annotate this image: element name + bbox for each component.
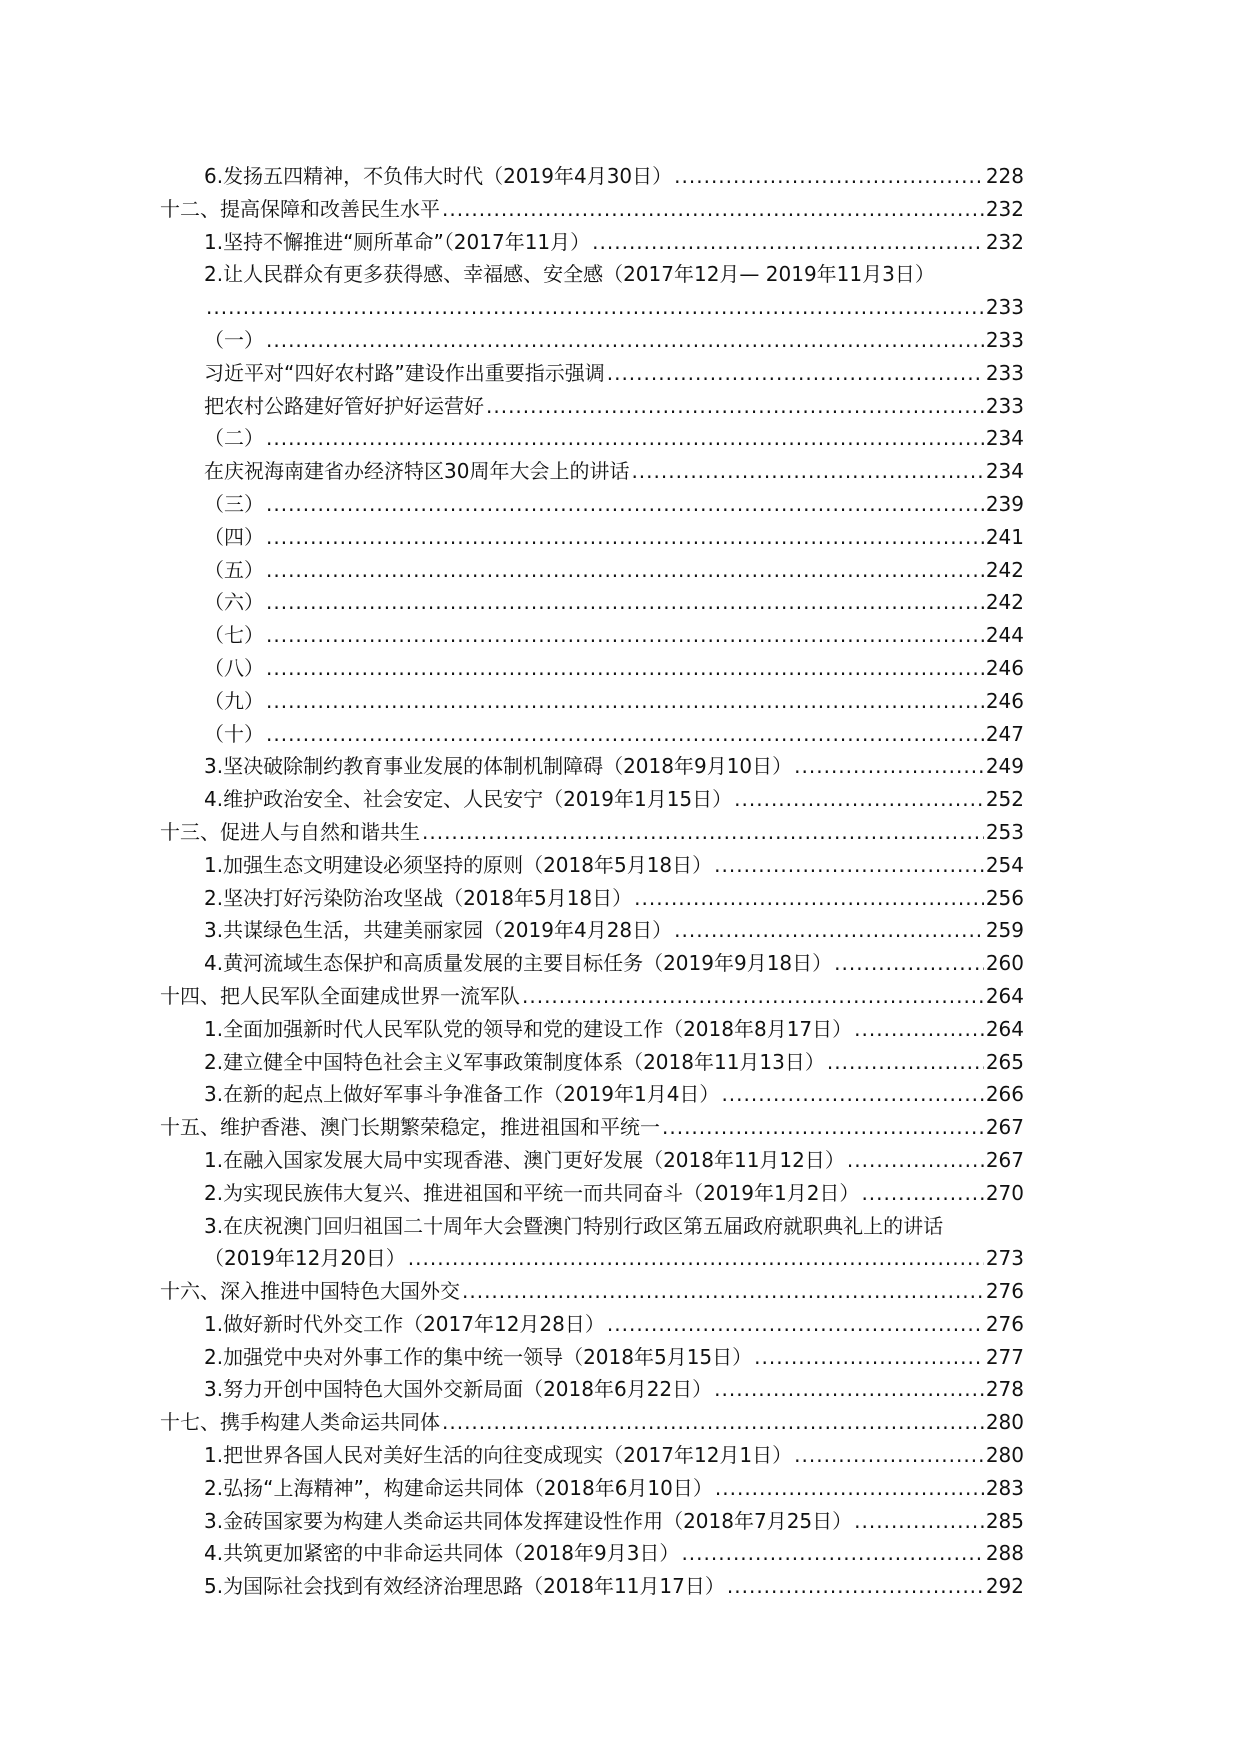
toc-entry-title: 2.弘扬“上海精神”，构建命运共同体（2018年6月10日）	[204, 1475, 713, 1500]
toc-page-number: 264	[985, 983, 1024, 1008]
toc-page-number: 233	[985, 327, 1024, 352]
toc-entry[interactable]	[160, 1472, 1024, 1505]
toc-entry[interactable]	[160, 324, 1024, 357]
toc-entry-title: 6.发扬五四精神，不负伟大时代（2019年4月30日）	[204, 164, 673, 188]
toc-page-number: 273	[985, 1246, 1024, 1271]
toc-entry[interactable]	[160, 619, 1024, 652]
toc-page-number: 252	[985, 787, 1024, 812]
toc-chapter[interactable]	[160, 1406, 1024, 1439]
toc-page-number: 247	[985, 721, 1024, 746]
toc-entry-title: 2.加强党中央对外事工作的集中统一领导（2018年5月15日）	[204, 1344, 753, 1369]
toc-entry[interactable]	[160, 1210, 1024, 1243]
toc-chapter[interactable]	[160, 1275, 1024, 1308]
toc-entry-title: （四）	[204, 524, 264, 549]
toc-page-number: 242	[985, 557, 1024, 582]
toc-entry-title: 3.金砖国家要为构建人类命运共同体发挥建设性作用（2018年7月25日）	[204, 1508, 853, 1533]
toc-entry-title: （七）	[204, 623, 264, 648]
toc-entry[interactable]	[160, 685, 1024, 718]
toc-page-number: 270	[985, 1180, 1024, 1205]
leader-dots	[266, 685, 984, 718]
toc-page-number: 253	[985, 819, 1024, 844]
toc-chapter[interactable]	[160, 980, 1024, 1013]
toc-entry-title: 4.维护政治安全、社会安定、人民安宁（2019年1月15日）	[204, 787, 733, 812]
toc-entry-title: 十三、促进人与自然和谐共生	[160, 819, 420, 844]
leader-dots	[266, 619, 984, 652]
leader-dots	[674, 160, 984, 193]
toc-chapter[interactable]	[160, 1111, 1024, 1144]
toc-page-number: 259	[985, 918, 1024, 943]
toc-entry-date: （2019年12月20日）	[204, 1246, 406, 1271]
leader-dots	[522, 980, 984, 1013]
leader-dots	[266, 586, 984, 619]
toc-page-number: 266	[985, 1082, 1024, 1107]
toc-entry[interactable]	[160, 652, 1024, 685]
leader-dots	[462, 1275, 984, 1308]
toc-page-number: 288	[985, 1541, 1024, 1566]
leader-dots	[607, 357, 984, 390]
toc-entry[interactable]	[160, 882, 1024, 915]
leader-dots	[442, 1406, 984, 1439]
toc-entry-title: 2.建立健全中国特色社会主义军事政策制度体系（2018年11月13日）	[204, 1049, 825, 1074]
leader-dots	[634, 882, 984, 915]
toc-page-number: 267	[985, 1147, 1024, 1172]
toc-page-number: 280	[985, 1443, 1024, 1468]
toc-page-number: 234	[985, 459, 1024, 484]
toc-page-number: 239	[985, 491, 1024, 516]
leader-dots	[266, 718, 984, 751]
toc-entry-title: 3.在新的起点上做好军事斗争准备工作（2019年1月4日）	[204, 1082, 720, 1107]
toc-entry[interactable]	[160, 422, 1024, 455]
leader-dots	[847, 1144, 984, 1177]
toc-page-number: 244	[985, 623, 1024, 648]
toc-page-number: 241	[985, 524, 1024, 549]
toc-entry-title: 3.坚决破除制约教育事业发展的体制机制障碍（2018年9月10日）	[204, 754, 793, 779]
toc-entry[interactable]	[160, 1341, 1024, 1374]
toc-entry[interactable]	[160, 488, 1024, 521]
leader-dots	[266, 652, 984, 685]
toc-entry[interactable]	[160, 718, 1024, 751]
toc-entry[interactable]	[160, 455, 1024, 488]
toc-page-number: 260	[985, 951, 1024, 976]
toc-entry[interactable]	[160, 783, 1024, 816]
toc-page-number: 256	[985, 885, 1024, 910]
toc-entry-title: （十）	[204, 721, 264, 746]
toc-page-number: 267	[985, 1115, 1024, 1140]
leader-dots	[266, 324, 984, 357]
toc-entry-title: （六）	[204, 590, 264, 615]
table-of-contents	[160, 160, 1024, 1603]
toc-entry[interactable]	[160, 226, 1024, 259]
toc-entry-title: 十六、深入推进中国特色大国外交	[160, 1279, 460, 1304]
leader-dots	[715, 1472, 984, 1505]
leader-dots	[422, 816, 984, 849]
toc-entry-title: 2.坚决打好污染防治攻坚战（2018年5月18日）	[204, 885, 633, 910]
leader-dots	[754, 1341, 984, 1374]
toc-entry[interactable]	[160, 1308, 1024, 1341]
toc-entry[interactable]	[160, 521, 1024, 554]
toc-entry[interactable]	[160, 1570, 1024, 1603]
leader-dots	[266, 521, 984, 554]
toc-chapter[interactable]	[160, 193, 1024, 226]
toc-page-number: 232	[985, 229, 1024, 254]
toc-entry-title: 十五、维护香港、澳门长期繁荣稳定，推进祖国和平统一	[160, 1115, 660, 1140]
toc-page-number: 246	[985, 655, 1024, 680]
toc-page-number: 283	[985, 1475, 1024, 1500]
toc-entry-title: 十二、提高保障和改善民生水平	[160, 196, 440, 221]
leader-dots	[681, 1537, 983, 1570]
leader-dots	[408, 1242, 984, 1275]
toc-page-number: 277	[985, 1344, 1024, 1369]
toc-entry[interactable]	[160, 357, 1024, 390]
toc-entry-title: 1.加强生态文明建设必须坚持的原则（2018年5月18日）	[204, 852, 713, 877]
toc-entry[interactable]	[160, 586, 1024, 619]
toc-entry-title: 4.共筑更加紧密的中非命运共同体（2018年9月3日）	[204, 1541, 680, 1566]
toc-page-number: 233	[985, 295, 1024, 320]
toc-entry-title: （八）	[204, 655, 264, 680]
toc-entry[interactable]	[160, 160, 1024, 193]
toc-entry[interactable]	[160, 1144, 1024, 1177]
leader-dots	[714, 849, 984, 882]
toc-entry[interactable]	[160, 947, 1024, 980]
toc-entry-title: （一）	[204, 327, 264, 352]
toc-entry-title: 1.坚持不懈推进“厕所革命”（2017年11月）	[204, 229, 591, 254]
leader-dots	[794, 750, 984, 783]
toc-entry-title: 1.在融入国家发展大局中实现香港、澳门更好发展（2018年11月12日）	[204, 1147, 845, 1172]
toc-entry-title: 1.把世界各国人民对美好生活的向往变成现实（2017年12月1日）	[204, 1443, 793, 1468]
leader-dots	[662, 1111, 984, 1144]
toc-entry-title: 十四、把人民军队全面建成世界一流军队	[160, 983, 520, 1008]
toc-entry-title: 习近平对“四好农村路”建设作出重要指示强调	[204, 360, 605, 385]
toc-entry[interactable]	[160, 1373, 1024, 1406]
leader-dots	[834, 947, 984, 980]
leader-dots	[854, 1013, 984, 1046]
leader-dots	[266, 554, 984, 587]
leader-dots	[206, 291, 984, 324]
toc-page-number: 246	[985, 688, 1024, 713]
toc-entry-continuation[interactable]	[160, 1242, 1024, 1275]
toc-entry[interactable]	[160, 1537, 1024, 1570]
toc-page-number: 233	[985, 393, 1024, 418]
toc-entry-title: 3.努力开创中国特色大国外交新局面（2018年6月22日）	[204, 1377, 713, 1402]
leader-dots	[734, 783, 984, 816]
toc-page-number: 276	[985, 1279, 1024, 1304]
toc-page-number: 280	[985, 1410, 1024, 1435]
toc-page-number: 228	[985, 164, 1024, 188]
toc-entry-title: 十七、携手构建人类命运共同体	[160, 1410, 440, 1435]
leader-dots	[266, 422, 984, 455]
leader-dots	[794, 1439, 984, 1472]
toc-entry-title: 4.黄河流域生态保护和高质量发展的主要目标任务（2019年9月18日）	[204, 951, 833, 976]
toc-entry[interactable]	[160, 1046, 1024, 1079]
leader-dots	[592, 226, 984, 259]
leader-dots	[721, 1078, 983, 1111]
toc-entry-title: 3.共谋绿色生活，共建美丽家园（2019年4月28日）	[204, 918, 673, 943]
toc-entry-title: 3.在庆祝澳门回归祖国二十周年大会暨澳门特别行政区第五届政府就职典礼上的讲话	[204, 1213, 944, 1238]
toc-entry[interactable]	[160, 849, 1024, 882]
toc-entry[interactable]	[160, 1013, 1024, 1046]
toc-entry[interactable]	[160, 914, 1024, 947]
toc-entry-title: （三）	[204, 491, 264, 516]
toc-entry-continuation[interactable]	[160, 291, 1024, 324]
toc-entry-title: 2.为实现民族伟大复兴、推进祖国和平统一而共同奋斗（2019年1月2日）	[204, 1180, 860, 1205]
toc-chapter[interactable]	[160, 816, 1024, 849]
leader-dots	[827, 1046, 984, 1079]
toc-entry[interactable]	[160, 750, 1024, 783]
toc-entry-title: 5.为国际社会找到有效经济治理思路（2018年11月17日）	[204, 1574, 725, 1599]
toc-page-number: 278	[985, 1377, 1024, 1402]
toc-entry-title: （九）	[204, 688, 264, 713]
toc-entry-title: （五）	[204, 557, 264, 582]
toc-page-number: 292	[985, 1574, 1024, 1599]
leader-dots	[266, 488, 984, 521]
toc-page-number: 249	[985, 754, 1024, 779]
toc-entry[interactable]	[160, 1505, 1024, 1538]
leader-dots	[631, 455, 983, 488]
toc-page-number: 232	[985, 196, 1024, 221]
toc-entry-title: 1.全面加强新时代人民军队党的领导和党的建设工作（2018年8月17日）	[204, 1016, 853, 1041]
toc-page-number: 234	[985, 426, 1024, 451]
leader-dots	[674, 914, 984, 947]
toc-page-number: 264	[985, 1016, 1024, 1041]
toc-entry-title: （二）	[204, 426, 264, 451]
leader-dots	[714, 1373, 984, 1406]
toc-page-number: 242	[985, 590, 1024, 615]
leader-dots	[486, 390, 984, 423]
toc-page-number: 265	[985, 1049, 1024, 1074]
toc-entry[interactable]	[160, 1177, 1024, 1210]
leader-dots	[442, 193, 984, 226]
toc-page-number: 254	[985, 852, 1024, 877]
leader-dots	[854, 1505, 984, 1538]
toc-entry-title: 1.做好新时代外交工作（2017年12月28日）	[204, 1311, 605, 1336]
toc-entry[interactable]	[160, 258, 1024, 291]
toc-entry-title: 把农村公路建好管好护好运营好	[204, 393, 484, 418]
leader-dots	[861, 1177, 983, 1210]
leader-dots	[727, 1570, 984, 1603]
toc-entry[interactable]	[160, 390, 1024, 423]
toc-page-number: 285	[985, 1508, 1024, 1533]
toc-entry[interactable]	[160, 1439, 1024, 1472]
toc-entry[interactable]	[160, 554, 1024, 587]
toc-page-number: 276	[985, 1311, 1024, 1336]
toc-entry[interactable]	[160, 1078, 1024, 1111]
toc-entry-title: 2.让人民群众有更多获得感、幸福感、安全感（2017年12月— 2019年11月3日）	[204, 262, 935, 287]
leader-dots	[607, 1308, 984, 1341]
toc-entry-title: 在庆祝海南建省办经济特区30周年大会上的讲话	[204, 459, 630, 484]
toc-page-number: 233	[985, 360, 1024, 385]
